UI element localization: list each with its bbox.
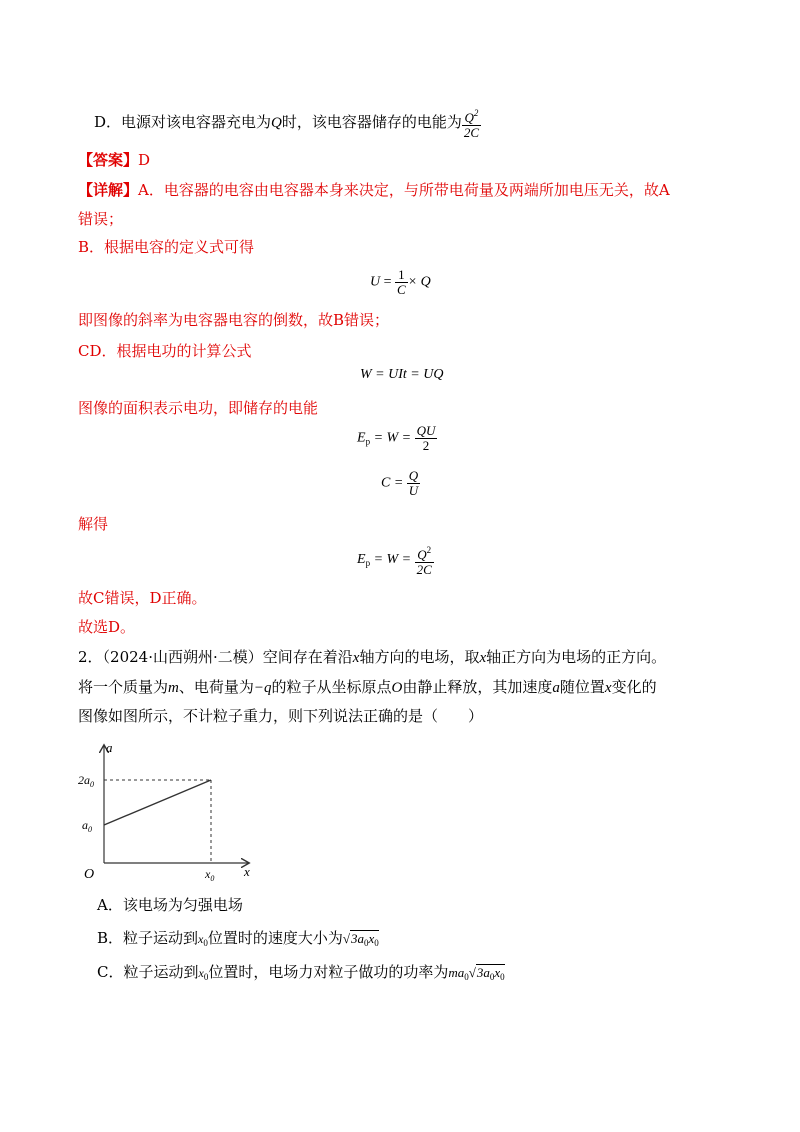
origin-label: O [84, 867, 95, 882]
y-axis-label: a [106, 740, 113, 755]
detail-line-5: CD．根据电功的计算公式 [78, 342, 252, 360]
detail-line-8: 故C错误，D正确。 [78, 589, 207, 607]
equation-ep-1: $E_p = W$ = $\frac{QU}{2}$ [357, 423, 436, 453]
acceleration-position-graph [78, 738, 258, 883]
equation-ep-2: $E_p = W$ = $\frac{Q^2}{2C}$ [357, 545, 432, 577]
detail-line-3: B．根据电容的定义式可得 [78, 238, 255, 256]
option-c: C．粒子运动到$x_0$位置时，电场力对粒子做功的功率为$ma_0√3a_0x_0$ [97, 963, 505, 982]
detail-line-6: 图像的面积表示电功，即储存的电能 [78, 399, 319, 417]
energy-fraction: $\frac{Q^2}{2C}$ [463, 108, 480, 140]
option-a: A．该电场为匀强电场 [97, 896, 243, 914]
option-d: D．电源对该电容器充电为Q时，该电容器储存的电能为 $\frac{Q^2}{2C}$ [94, 108, 480, 140]
x-axis-label: x [244, 864, 250, 879]
equation-c: C = $\frac{Q}{U}$ [381, 468, 419, 498]
answer-line: 【答案】D [78, 151, 151, 169]
y-tick-a0: $a_0$ [82, 818, 92, 834]
q2-line-2: 将一个质量为m、电荷量为−q的粒子从坐标原点O由静止释放，其加速度a随位置x变化的 [78, 678, 657, 696]
q2-line-1: 2．（2024·山西朔州·二模）空间存在着沿x轴方向的电场，取x轴正方向为电场的正方向。 [78, 648, 667, 666]
detail-line-1: 【详解】A．电容器的电容由电容器本身来决定，与所带电荷量及两端所加电压无关，故A [78, 181, 670, 199]
data-line [104, 780, 211, 825]
option-b: B．粒子运动到$x_0$位置时的速度大小为$√3a_0x_0$ [97, 929, 379, 948]
detail-line-4: 即图像的斜率为电容器电容的倒数，故B错误； [78, 311, 390, 329]
detail-line-7: 解得 [78, 515, 109, 533]
detail-line-2: 错误； [78, 210, 124, 228]
detail-line-9: 故选D。 [78, 618, 136, 636]
y-tick-2a0: $2a_0$ [78, 773, 94, 789]
q2-line-3: 图像如图所示，不计粒子重力，则下列说法正确的是（ ） [78, 707, 484, 725]
equation-u: U = $\frac{1}{C}$ × Q [370, 267, 431, 297]
equation-w: W = UIt = UQ [360, 367, 444, 382]
x-tick-x0: $x_0$ [205, 867, 215, 883]
